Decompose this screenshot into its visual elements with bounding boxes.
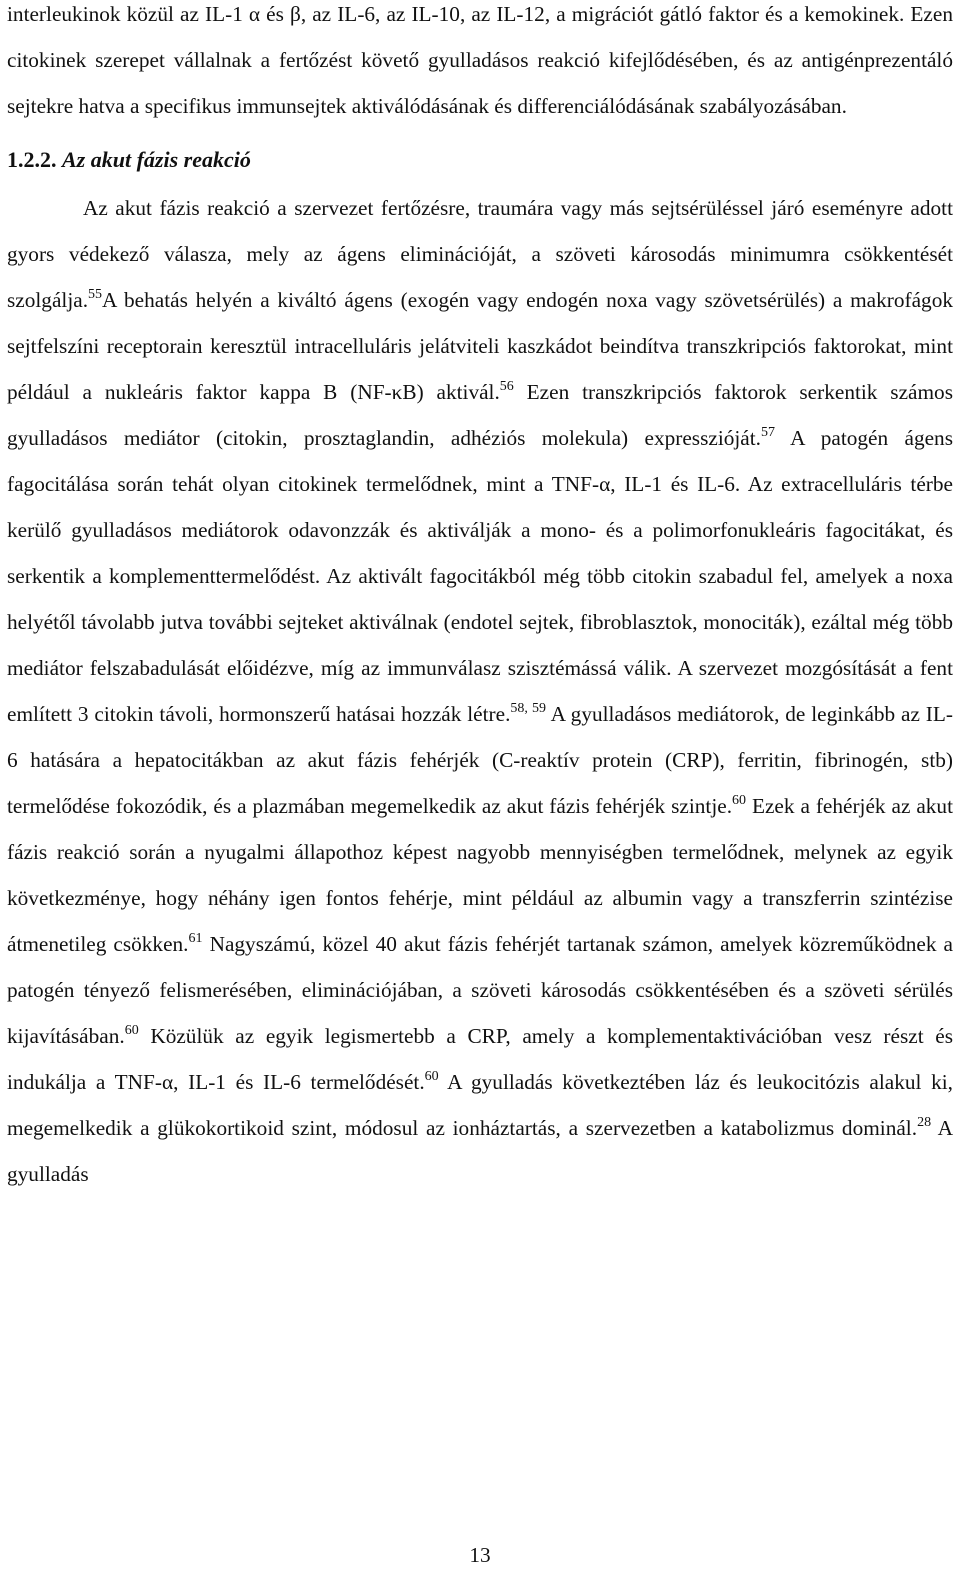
section-number: 1.2.2. xyxy=(7,147,57,172)
section-heading xyxy=(7,137,953,183)
page-number: 13 xyxy=(469,1543,491,1567)
citation-60: 60 xyxy=(732,793,747,808)
sentence-3: Ezen transzkripciós faktorok serkentik számos gyulladásos mediátor (citokin, prosztaglandin, adhéziós molekula) expresszióját. xyxy=(7,380,953,450)
citation-57: 57 xyxy=(761,425,775,440)
citation-61: 61 xyxy=(188,931,203,946)
citation-60: 60 xyxy=(124,1023,139,1038)
citation-28: 28 xyxy=(917,1115,932,1130)
sentence-7: Nagyszámú, közel 40 akut fázis fehérjét tartanak számon, amelyek közreműködnek a patogén tényező felismerésében, eliminációjában, a szöveti károsodás csökkentésében és a szöveti sérülés kijavításában. xyxy=(7,932,953,1048)
sentence-2: A behatás helyén a kiváltó ágens (exogén vagy endogén noxa vagy szövetsérülés) a makrofágok sejtfelszíni receptorain keresztül intracelluláris jelátviteli kaszkádot beindítva transzkripciós faktorokat, mint például a nukleáris faktor kappa B (NF-κB) aktivál. xyxy=(7,288,953,404)
citation-58-59: 58, 59 xyxy=(510,701,546,716)
sentence-4: A patogén ágens fagocitálása során tehát olyan citokinek termelődnek, mint a TNF-α, IL-1 és IL-6. Az extracelluláris térbe kerülő gyulladásos mediátorok odavonzzák és aktiválják a mono- és a polimorfonukleáris fagocitákat, és serkentik a komplementtermelődést. Az aktivált fagocitákból még több citokin szabadul fel, amelyek a noxa helyétől távolabb jutva további sejteket aktiválnak (endotel sejtek, fibroblasztok, monociták), ezáltal még több mediátor felszabadulását előidézve, míg az immunválasz szisztémássá válik. A szervezet mozgósítását a fent említett 3 citokin távoli, hormonszerű hatásai hozzák létre. xyxy=(7,426,953,726)
sentence-9: A gyulladás következtében láz és leukocitózis alakul ki, megemelkedik a glükokortikoid szint, módosul az ionháztartás, a szervezetben a katabolizmus dominál. xyxy=(7,1070,953,1140)
sentence-10: A gyulladás xyxy=(7,1116,954,1186)
sentence-5: A gyulladásos mediátorok, de leginkább az IL-6 hatására a hepatocitákban az akut fázis fehérjék (C-reaktív protein (CRP), ferritin, fibrinogén, stb) termelődése fokozódik, és a plazmában megemelkedik az akut fázis fehérjék szintje. xyxy=(7,702,954,818)
sentence-6: Ezek a fehérjék az akut fázis reakció során a nyugalmi állapothoz képest nagyobb mennyiségben termelődnek, melynek az egyik következménye, hogy néhány igen fontos fehérje, mint például az albumin vagy a transzferrin szintézise átmenetileg csökken. xyxy=(7,794,953,956)
citation-56: 56 xyxy=(499,379,514,394)
sentence-1: Az akut fázis reakció a szervezet fertőzésre, traumára vagy más sejtsérüléssel járó eseményre adott gyors védekező válasza, mely az ágens eliminációját, a szöveti károsodás minimumra csökkentését szolgálja. xyxy=(7,196,953,312)
document-page xyxy=(7,0,953,1197)
section-title: Az akut fázis reakció xyxy=(62,147,251,172)
citation-60: 60 xyxy=(424,1069,439,1084)
citation-55: 55 xyxy=(88,287,103,302)
body-paragraph xyxy=(7,185,953,1197)
intro-paragraph: interleukinok közül az IL-1 α és β, az IL-6, az IL-10, az IL-12, a migrációt gátló faktor és a kemokinek. Ezen citokinek szerepet vállalnak a fertőzést követő gyulladásos reakció kifejlődésében, és az antigénprezentáló sejtekre hatva a specifikus immunsejtek aktiválódásának és differenciálódásának szabályozásában. xyxy=(7,2,953,118)
sentence-8: Közülük az egyik legismertebb a CRP, amely a komplementaktivációban vesz részt és indukálja a TNF-α, IL-1 és IL-6 termelődését. xyxy=(7,1024,953,1094)
